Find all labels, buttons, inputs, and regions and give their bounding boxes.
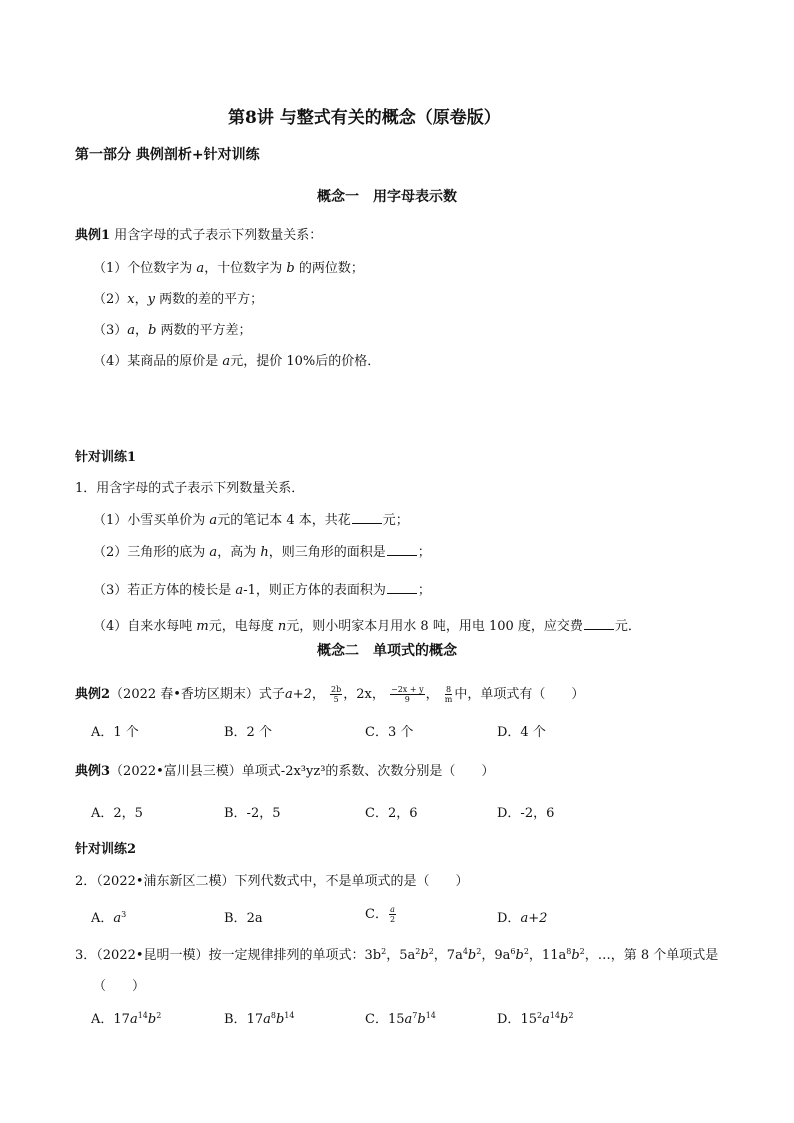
option-a[interactable]: A．2，5 [91,806,143,821]
option-d[interactable]: D．a+2 [497,911,548,926]
option-b[interactable]: B．2a [224,911,263,926]
training-2-question-2: 2．（2022•浦东新区二模）下列代数式中，不是单项式的是（ ） [75,874,469,889]
example-2-question: 典例2（2022 春•香坊区期末）式子a+2， $\frac{2b}{5}$ ，2x， $\frac{-2x + y}{9}$ ， $\frac{8}{m}$ 中，单项式有（ ） [75,685,585,704]
example-1-item-4: （4）某商品的原价是 a元，提价 10%后的价格． [93,354,381,369]
answer-blank[interactable] [352,512,382,524]
training-1-item-1: （1）小雪买单价为 a元的笔记本 4 本，共花 元； [93,513,409,528]
fraction: $\frac{a}{2}$ [389,905,396,924]
answer-blank[interactable] [584,618,614,630]
training-1-item-4: （4）自来水每吨 m元，电每度 n元，则小明家本月用水 8 吨，用电 100 度，应交费 元． [93,619,641,634]
training-1-item-3: （3）若正方体的棱长是 a-1，则正方体的表面积为 ； [93,583,431,598]
option-d[interactable]: D．-2，6 [497,806,555,821]
option-d[interactable]: D．$15^2a^{14}b^2$ [497,1011,574,1027]
concept-heading-2: 概念二 单项式的概念 [317,643,457,659]
example-1-label: 典例1 [75,228,111,243]
option-a[interactable]: A．$a^3$ [91,910,127,926]
fraction: $\frac{2b}{5}$ [331,685,342,704]
option-c[interactable]: C．3 个 [365,725,414,740]
fraction: $\frac{-2x + y}{9}$ [391,685,424,704]
fraction: $\frac{8}{m}$ [444,685,453,704]
option-b[interactable]: B．$17a^8b^{14}$ [224,1011,295,1027]
option-a[interactable]: A．$17a^{14}b^2$ [91,1011,162,1027]
example-1-item-2: （2）x，y 两数的差的平方； [93,292,264,307]
option-c[interactable]: C．$15a^7b^{14}$ [365,1011,436,1027]
training-1-label: 针对训练1 [75,450,137,465]
example-1-item-1: （1）个位数字为 a，十位数字为 b 的两位数； [93,261,364,276]
part-heading: 第一部分 典例剖析+针对训练 [75,147,260,163]
answer-blank[interactable] [387,544,417,556]
training-2-question-3: 3．（2022•昆明一模）按一定规律排列的单项式：$3b^2$，$5a^2b^2$，$7a^4b^2$，$9a^6b^2$，$11a^8b^2$，…，第 8 个单项式是 [75,947,719,963]
option-a[interactable]: A．1 个 [91,725,139,740]
option-c[interactable]: C． $\frac{a}{2}$ [365,905,396,924]
example-3-label: 典例3 [75,764,111,779]
answer-paren: （ ） [93,979,146,994]
option-b[interactable]: B．2 个 [224,725,272,740]
training-2-label: 针对训练2 [75,842,137,857]
answer-blank[interactable] [387,582,417,594]
option-d[interactable]: D．4 个 [497,725,546,740]
option-b[interactable]: B．-2，5 [224,806,281,821]
training-1-item-2: （2）三角形的底为 a，高为 h，则三角形的面积是 ； [93,545,431,560]
concept-heading-1: 概念一 用字母表示数 [317,189,457,205]
example-2-label: 典例2 [75,687,111,702]
example-1-text: 用含字母的式子表示下列数量关系： [114,228,323,243]
example-1-item-3: （3）a，b 两数的平方差； [93,323,252,338]
option-c[interactable]: C．2，6 [365,806,418,821]
example-1-prompt [75,224,322,243]
page-title: 第8讲 与整式有关的概念（原卷版） [228,108,501,128]
example-3-question: 典例3（2022•富川县三模）单项式-2x³yz³的系数、次数分别是（ ） [75,764,495,779]
training-1-question: 1．用含字母的式子表示下列数量关系． [75,481,305,496]
